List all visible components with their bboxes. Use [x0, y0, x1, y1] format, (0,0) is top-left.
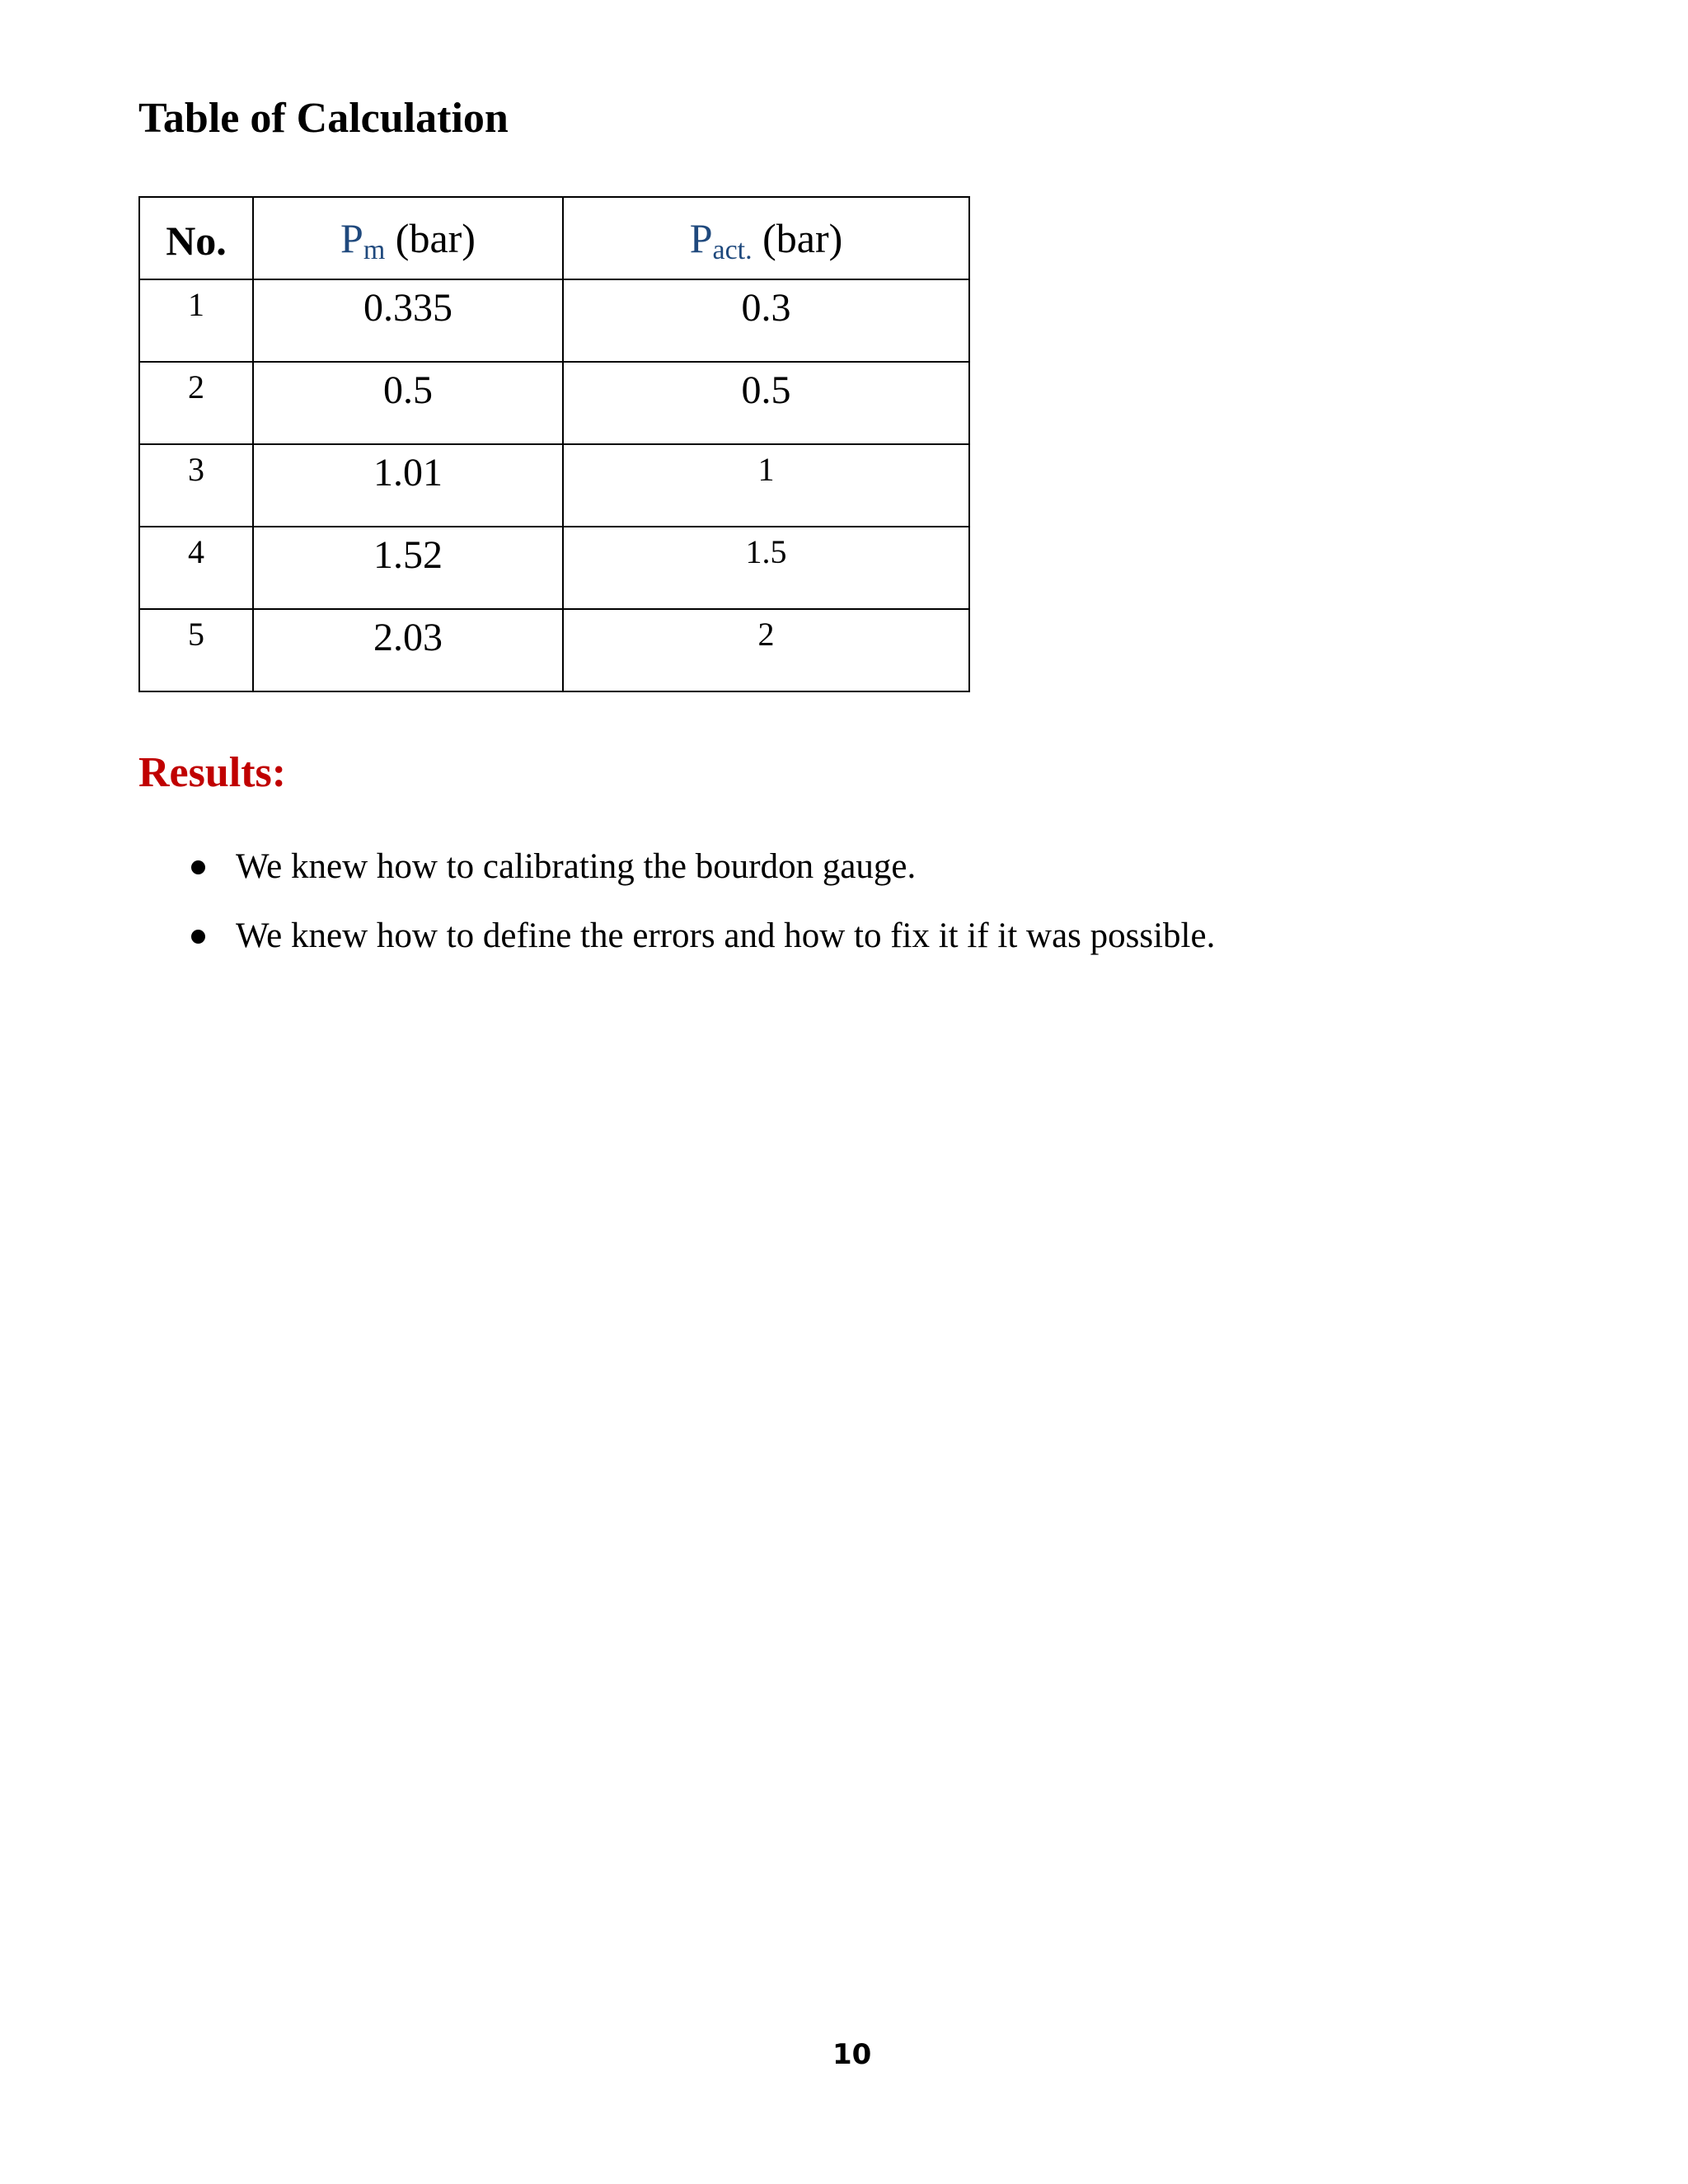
cell-pact: 1.5 — [563, 527, 969, 609]
cell-pact: 0.3 — [563, 279, 969, 362]
bullet-icon — [191, 930, 205, 944]
header-pm — [253, 197, 563, 279]
pm-subscript: m — [363, 235, 386, 265]
list-item — [188, 849, 1215, 918]
header-no: No. — [139, 197, 253, 279]
table-row — [139, 527, 969, 609]
cell-pm: 1.52 — [253, 527, 563, 609]
bullet-icon — [191, 860, 205, 874]
calculation-table — [138, 196, 970, 692]
result-text: We knew how to define the errors and how to fix it if it was possible. — [236, 916, 1216, 955]
cell-pm: 2.03 — [253, 609, 563, 691]
results-heading: Results: — [138, 749, 287, 796]
table-row — [139, 362, 969, 444]
table-header-row — [139, 197, 969, 279]
table-row — [139, 444, 969, 527]
cell-pm: 0.335 — [253, 279, 563, 362]
cell-pact: 0.5 — [563, 362, 969, 444]
cell-no: 5 — [139, 609, 253, 691]
pact-symbol: P — [689, 215, 713, 261]
page-title: Table of Calculation — [138, 95, 509, 142]
cell-no: 2 — [139, 362, 253, 444]
cell-pact: 1 — [563, 444, 969, 527]
cell-no: 1 — [139, 279, 253, 362]
table-row — [139, 609, 969, 691]
cell-no: 3 — [139, 444, 253, 527]
pact-subscript: act. — [712, 235, 753, 265]
cell-pm: 0.5 — [253, 362, 563, 444]
cell-pact: 2 — [563, 609, 969, 691]
pm-symbol: P — [340, 215, 363, 261]
list-item — [188, 918, 1215, 987]
cell-no: 4 — [139, 527, 253, 609]
cell-pm: 1.01 — [253, 444, 563, 527]
page-number: 10 — [832, 2038, 872, 2071]
pm-unit: (bar) — [385, 215, 476, 261]
results-list — [188, 849, 1215, 987]
result-text: We knew how to calibrating the bourdon gauge. — [236, 847, 917, 886]
pact-unit: (bar) — [752, 215, 843, 261]
header-pact — [563, 197, 969, 279]
table-row — [139, 279, 969, 362]
